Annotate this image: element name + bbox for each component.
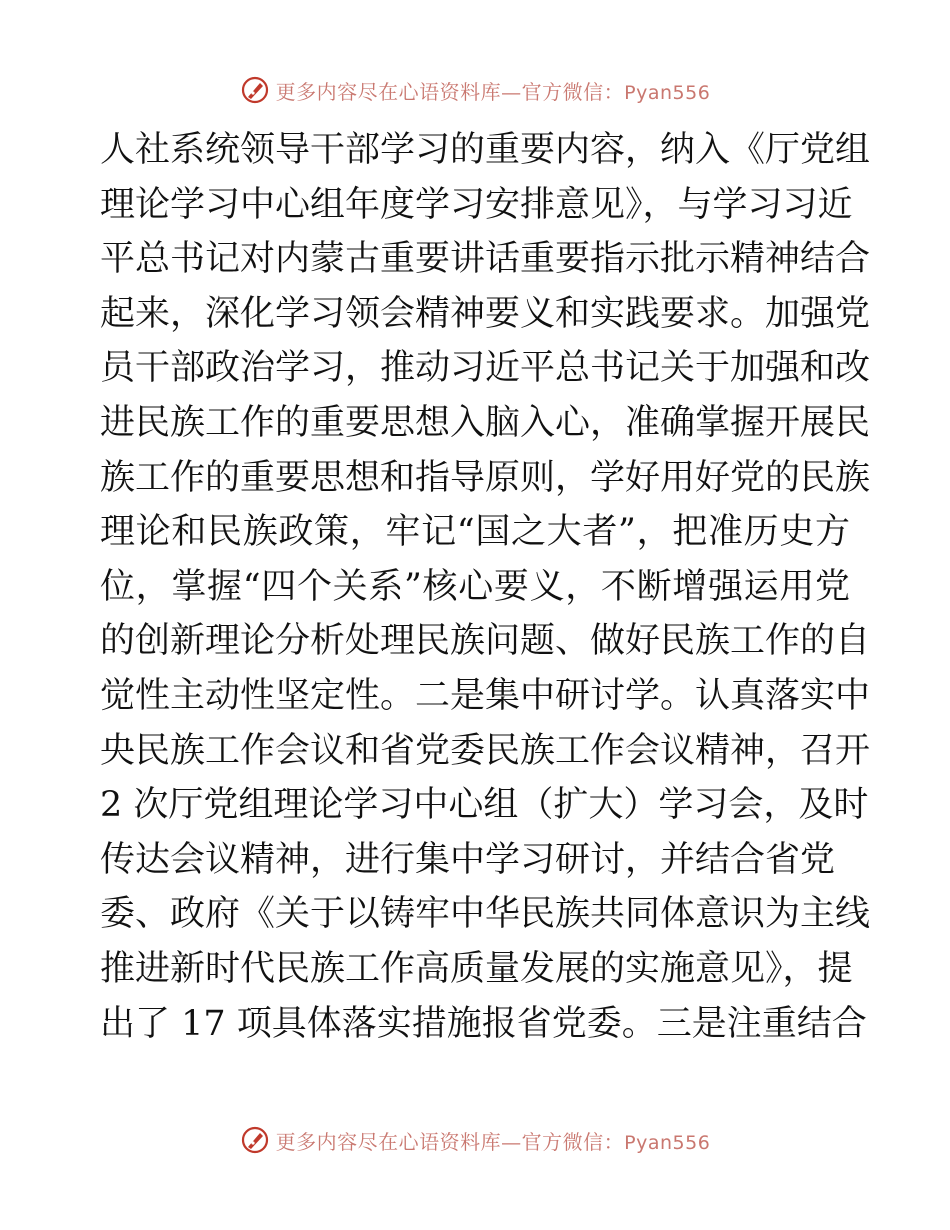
body-line: 委、政府《关于以铸牢中华民族共同体意识为主线 [100, 894, 871, 935]
watermark-text-group [276, 1126, 711, 1155]
watermark-contact-id: Pyan556 [624, 81, 711, 104]
document-body [100, 123, 871, 1051]
watermark-slogan: 更多内容尽在心语资料库 [275, 1129, 502, 1154]
body-line: 进民族工作的重要思想入脑入心，准确掌握开展民 [100, 402, 871, 443]
body-line: 推进新时代民族工作高质量发展的实施意见》，提 [100, 948, 853, 989]
body-line: 理论和民族政策，牢记“国之大者”，把准历史方 [100, 512, 850, 553]
body-line: 起来，深化学习领会精神要义和实践要求。加强党 [100, 293, 871, 334]
pen-nib-logo-icon [240, 75, 270, 105]
pen-nib-logo-icon [240, 1125, 270, 1155]
body-line: 传达会议精神，进行集中学习研讨，并结合省党 [100, 839, 836, 880]
watermark-dash: — [501, 1129, 522, 1154]
body-line: 觉性主动性坚定性。二是集中研讨学。认真落实中 [100, 675, 871, 716]
body-line: 员干部政治学习，推动习近平总书记关于加强和改 [100, 348, 871, 389]
body-line: 位，掌握“四个关系”核心要义，不断增强运用党 [100, 566, 850, 607]
body-line: 平总书记对内蒙古重要讲话重要指示批示精神结合 [100, 239, 871, 280]
body-line: 族工作的重要思想和指导原则，学好用好党的民族 [100, 457, 871, 498]
watermark-footer [0, 1120, 950, 1160]
watermark-contact-prefix: 官方微信： [521, 1129, 625, 1154]
body-line: 理论学习中心组年度学习安排意见》，与学习习近 [100, 184, 853, 225]
watermark-header [0, 70, 950, 110]
watermark-contact-id: Pyan556 [624, 1131, 711, 1154]
watermark-contact-prefix: 官方微信： [521, 79, 625, 104]
watermark-dash: — [501, 79, 522, 104]
watermark-text-group [276, 76, 711, 105]
body-line: 出了 17 项具体落实措施报省党委。三是注重结合 [100, 1003, 867, 1044]
watermark-slogan: 更多内容尽在心语资料库 [275, 79, 502, 104]
body-line: 2 次厅党组理论学习中心组（扩大）学习会，及时 [100, 785, 869, 826]
body-line: 的创新理论分析处理民族问题、做好民族工作的自 [100, 621, 871, 662]
body-line: 央民族工作会议和省党委民族工作会议精神，召开 [100, 730, 871, 771]
body-line: 人社系统领导干部学习的重要内容，纳入《厅党组 [100, 130, 871, 170]
